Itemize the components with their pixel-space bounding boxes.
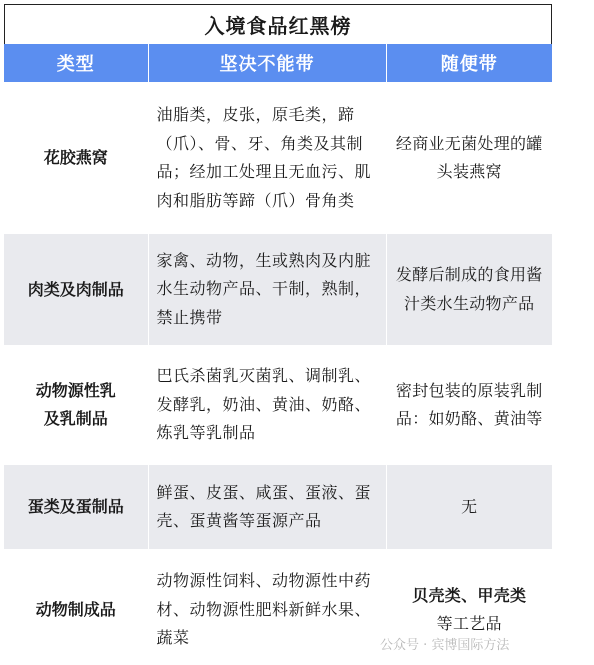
row-banned: 巴氏杀菌乳灭菌乳、调制乳、发酵乳，奶油、黄油、奶酪、炼乳等乳制品 bbox=[148, 351, 386, 459]
row-banned: 动物源性饲料、动物源性中药材、动物源性肥料新鲜水果、蔬菜 bbox=[148, 555, 386, 665]
row-allowed: 发酵后制成的食用酱汁类水生动物产品 bbox=[386, 234, 552, 345]
row-type-line: 及乳制品 bbox=[43, 409, 108, 428]
header-row bbox=[4, 44, 552, 82]
title-bar bbox=[4, 4, 552, 44]
page-title: 入境食品红黑榜 bbox=[204, 14, 352, 38]
header-banned: 坚决不能带 bbox=[148, 44, 386, 82]
row-type: 花胶燕窝 bbox=[4, 88, 148, 228]
row-allowed: 无 bbox=[386, 465, 552, 549]
row-allowed-rest: 等工艺品 bbox=[436, 614, 502, 633]
table-row bbox=[4, 465, 552, 549]
row-allowed-highlight: 贝壳类、甲壳类 bbox=[412, 585, 527, 605]
row-type bbox=[4, 351, 148, 459]
table-row bbox=[4, 234, 552, 345]
table-row bbox=[4, 88, 552, 228]
row-type: 蛋类及蛋制品 bbox=[4, 465, 148, 549]
table-row bbox=[4, 351, 552, 459]
row-banned: 油脂类，皮张，原毛类，蹄（爪）、骨、牙、角类及其制品；经加工处理且无血污、肌肉和脂肪等蹄（爪）骨角类 bbox=[148, 88, 386, 228]
row-allowed: 经商业无菌处理的罐头装燕窝 bbox=[386, 88, 552, 228]
row-type-line: 动物源性乳 bbox=[35, 381, 116, 400]
row-type: 动物制成品 bbox=[4, 555, 148, 665]
row-banned: 鲜蛋、皮蛋、咸蛋、蛋液、蛋壳、蛋黄酱等蛋源产品 bbox=[148, 465, 386, 549]
row-allowed: 密封包装的原装乳制品：如奶酪、黄油等 bbox=[386, 351, 552, 459]
row-type: 肉类及肉制品 bbox=[4, 234, 148, 345]
header-type: 类型 bbox=[4, 44, 148, 82]
header-allowed: 随便带 bbox=[386, 44, 552, 82]
food-table bbox=[4, 44, 552, 665]
row-banned: 家禽、动物，生或熟肉及内脏水生动物产品、干制，熟制，禁止携带 bbox=[148, 234, 386, 345]
watermark: 公众号 · 宾博国际方法 bbox=[380, 638, 510, 653]
